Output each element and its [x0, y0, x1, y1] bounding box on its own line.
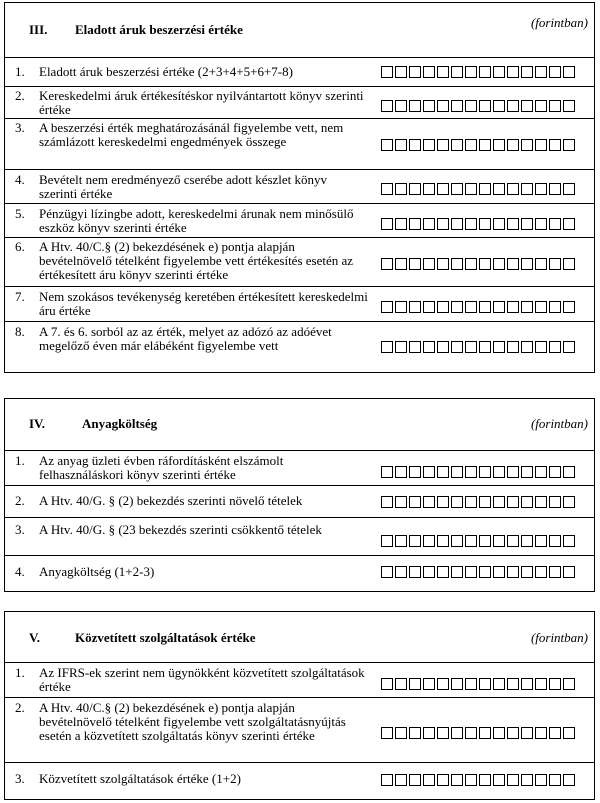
digit-box[interactable] [465, 535, 477, 547]
digit-box[interactable] [381, 100, 393, 112]
digit-box[interactable] [535, 218, 547, 230]
digit-box[interactable] [381, 774, 393, 786]
digit-boxes[interactable] [381, 727, 575, 739]
digit-box[interactable] [451, 496, 463, 508]
row-number: 2. [15, 493, 25, 508]
digit-box[interactable] [423, 218, 435, 230]
digit-box[interactable] [535, 466, 547, 478]
section-number: IV. [29, 416, 46, 431]
digit-box[interactable] [521, 535, 533, 547]
row-number: 3. [15, 522, 25, 537]
digit-box[interactable] [563, 183, 575, 195]
digit-box[interactable] [409, 218, 421, 230]
digit-box[interactable] [479, 727, 491, 739]
digit-box[interactable] [451, 218, 463, 230]
digit-box[interactable] [549, 727, 561, 739]
row-label: Nem szokásos tevékenység keretében értékesített kereskedelmi áru értéke [39, 289, 368, 318]
digit-box[interactable] [493, 301, 505, 313]
digit-box[interactable] [451, 341, 463, 353]
digit-box[interactable] [493, 496, 505, 508]
digit-box[interactable] [507, 678, 519, 690]
digit-box[interactable] [381, 466, 393, 478]
digit-box[interactable] [437, 678, 449, 690]
digit-box[interactable] [535, 66, 547, 78]
digit-box[interactable] [409, 341, 421, 353]
digit-box[interactable] [437, 566, 449, 578]
digit-box[interactable] [465, 678, 477, 690]
section-v [4, 611, 595, 800]
row-label: Anyagköltség (1+2-3) [39, 564, 155, 579]
digit-box[interactable] [395, 727, 407, 739]
table-row [5, 238, 594, 287]
row-number: 8. [15, 324, 25, 339]
digit-box[interactable] [451, 139, 463, 151]
digit-box[interactable] [395, 566, 407, 578]
digit-box[interactable] [465, 727, 477, 739]
digit-box[interactable] [437, 218, 449, 230]
digit-box[interactable] [423, 139, 435, 151]
digit-box[interactable] [493, 183, 505, 195]
table-row [5, 451, 594, 486]
digit-box[interactable] [395, 341, 407, 353]
digit-box[interactable] [423, 100, 435, 112]
row-label: A Htv. 40/C.§ (2) bekezdésének e) pontja alapján bevételnövelő tételként figyelembe vett szolgáltatásnyújtás esetén a közvetített szolgáltatás könyv szerinti értéke [39, 700, 346, 743]
digit-box[interactable] [437, 496, 449, 508]
digit-box[interactable] [395, 218, 407, 230]
digit-box[interactable] [507, 301, 519, 313]
digit-box[interactable] [479, 535, 491, 547]
digit-box[interactable] [465, 466, 477, 478]
digit-box[interactable] [507, 727, 519, 739]
digit-box[interactable] [535, 774, 547, 786]
digit-box[interactable] [549, 566, 561, 578]
digit-box[interactable] [395, 66, 407, 78]
digit-box[interactable] [563, 466, 575, 478]
row-number: 1. [15, 453, 25, 468]
section-title: Közvetített szolgáltatások értéke [75, 630, 256, 645]
digit-box[interactable] [507, 139, 519, 151]
table-row [5, 170, 594, 204]
digit-box[interactable] [521, 727, 533, 739]
digit-box[interactable] [409, 66, 421, 78]
table-row [5, 119, 594, 170]
digit-boxes[interactable] [381, 678, 575, 690]
digit-box[interactable] [479, 566, 491, 578]
digit-box[interactable] [465, 566, 477, 578]
digit-box[interactable] [493, 100, 505, 112]
digit-box[interactable] [409, 535, 421, 547]
digit-box[interactable] [437, 727, 449, 739]
digit-box[interactable] [493, 566, 505, 578]
digit-box[interactable] [381, 341, 393, 353]
row-label: Pénzügyi lízingbe adott, kereskedelmi árunak nem minősülő eszköz könyv szerinti értéke [39, 206, 354, 235]
digit-box[interactable] [563, 66, 575, 78]
digit-box[interactable] [409, 774, 421, 786]
digit-box[interactable] [465, 341, 477, 353]
digit-boxes[interactable] [381, 301, 575, 313]
digit-box[interactable] [563, 218, 575, 230]
section-header [5, 399, 594, 451]
digit-box[interactable] [521, 139, 533, 151]
digit-box[interactable] [535, 183, 547, 195]
digit-boxes[interactable] [381, 341, 575, 353]
digit-box[interactable] [521, 183, 533, 195]
digit-box[interactable] [381, 66, 393, 78]
digit-box[interactable] [507, 258, 519, 270]
digit-box[interactable] [563, 774, 575, 786]
digit-boxes[interactable] [381, 774, 575, 786]
digit-box[interactable] [423, 496, 435, 508]
digit-box[interactable] [493, 66, 505, 78]
digit-box[interactable] [423, 341, 435, 353]
digit-box[interactable] [451, 774, 463, 786]
digit-boxes[interactable] [381, 139, 575, 151]
row-number: 2. [15, 88, 25, 103]
digit-box[interactable] [465, 100, 477, 112]
digit-box[interactable] [437, 183, 449, 195]
digit-box[interactable] [381, 183, 393, 195]
section-title: Eladott áruk beszerzési értéke [75, 22, 243, 37]
digit-boxes[interactable] [381, 258, 575, 270]
digit-box[interactable] [507, 774, 519, 786]
digit-box[interactable] [479, 466, 491, 478]
digit-box[interactable] [493, 466, 505, 478]
digit-box[interactable] [409, 496, 421, 508]
table-row [5, 87, 594, 119]
digit-box[interactable] [535, 496, 547, 508]
row-number: 4. [15, 564, 25, 579]
digit-boxes[interactable] [381, 496, 575, 508]
digit-box[interactable] [409, 301, 421, 313]
digit-box[interactable] [493, 258, 505, 270]
digit-box[interactable] [423, 66, 435, 78]
section-header [5, 612, 594, 663]
row-label: A beszerzési érték meghatározásánál figyelembe vett, nem számlázott kereskedelmi engedmények összege [39, 120, 344, 149]
unit-label: (forintban) [530, 15, 588, 30]
digit-box[interactable] [479, 139, 491, 151]
digit-box[interactable] [521, 100, 533, 112]
table-row [5, 287, 594, 322]
digit-box[interactable] [409, 258, 421, 270]
digit-box[interactable] [549, 774, 561, 786]
digit-box[interactable] [437, 774, 449, 786]
digit-box[interactable] [395, 100, 407, 112]
row-number: 3. [15, 771, 25, 786]
digit-box[interactable] [465, 218, 477, 230]
digit-box[interactable] [395, 258, 407, 270]
digit-box[interactable] [381, 258, 393, 270]
digit-box[interactable] [423, 566, 435, 578]
digit-box[interactable] [437, 139, 449, 151]
digit-box[interactable] [563, 678, 575, 690]
digit-box[interactable] [493, 727, 505, 739]
digit-box[interactable] [409, 139, 421, 151]
digit-boxes[interactable] [381, 535, 575, 547]
digit-box[interactable] [507, 183, 519, 195]
digit-box[interactable] [409, 466, 421, 478]
digit-box[interactable] [507, 100, 519, 112]
row-label: Közvetített szolgáltatások értéke (1+2) [39, 771, 241, 786]
digit-box[interactable] [493, 774, 505, 786]
digit-box[interactable] [521, 301, 533, 313]
digit-box[interactable] [521, 774, 533, 786]
digit-box[interactable] [521, 566, 533, 578]
digit-boxes[interactable] [381, 66, 575, 78]
digit-box[interactable] [535, 566, 547, 578]
digit-box[interactable] [479, 258, 491, 270]
digit-box[interactable] [563, 496, 575, 508]
digit-box[interactable] [395, 496, 407, 508]
digit-boxes[interactable] [381, 566, 575, 578]
table-row [5, 763, 594, 799]
digit-box[interactable] [535, 100, 547, 112]
digit-box[interactable] [521, 678, 533, 690]
table-row [5, 556, 594, 591]
digit-box[interactable] [437, 258, 449, 270]
table-row [5, 322, 594, 372]
digit-box[interactable] [549, 100, 561, 112]
digit-box[interactable] [451, 183, 463, 195]
digit-box[interactable] [507, 218, 519, 230]
digit-box[interactable] [409, 727, 421, 739]
row-label: A Htv. 40/G. § (23 bekezdés szerinti csökkentő tételek [39, 522, 322, 537]
digit-box[interactable] [535, 678, 547, 690]
digit-box[interactable] [479, 66, 491, 78]
table-row [5, 486, 594, 518]
digit-box[interactable] [381, 301, 393, 313]
digit-box[interactable] [535, 301, 547, 313]
row-label: Az IFRS-ek szerint nem ügynökként közvetített szolgáltatások értéke [39, 665, 365, 694]
section-number: V. [29, 630, 40, 645]
digit-box[interactable] [521, 218, 533, 230]
digit-box[interactable] [395, 774, 407, 786]
digit-box[interactable] [507, 341, 519, 353]
digit-box[interactable] [507, 496, 519, 508]
section-title: Anyagköltség [82, 416, 158, 431]
section-iv [4, 398, 595, 592]
digit-box[interactable] [409, 100, 421, 112]
digit-box[interactable] [423, 774, 435, 786]
digit-box[interactable] [465, 496, 477, 508]
row-label: Bevételt nem eredményező cserébe adott készlet könyv szerinti értéke [39, 172, 328, 201]
row-label: Eladott áruk beszerzési értéke (2+3+4+5+6+7-8) [39, 64, 293, 79]
digit-box[interactable] [521, 258, 533, 270]
digit-box[interactable] [451, 258, 463, 270]
row-label: Az anyag üzleti évben ráfordításként elszámolt felhasználáskori könyv szerinti értéke [39, 453, 284, 482]
digit-box[interactable] [563, 100, 575, 112]
digit-box[interactable] [381, 535, 393, 547]
digit-box[interactable] [563, 727, 575, 739]
digit-box[interactable] [549, 535, 561, 547]
row-number: 6. [15, 239, 25, 254]
digit-boxes[interactable] [381, 100, 575, 112]
digit-box[interactable] [409, 678, 421, 690]
section-header [5, 3, 594, 58]
digit-box[interactable] [563, 301, 575, 313]
digit-boxes[interactable] [381, 466, 575, 478]
digit-box[interactable] [437, 301, 449, 313]
digit-box[interactable] [381, 566, 393, 578]
digit-box[interactable] [451, 301, 463, 313]
digit-box[interactable] [437, 466, 449, 478]
row-number: 5. [15, 206, 25, 221]
digit-box[interactable] [465, 774, 477, 786]
digit-box[interactable] [479, 100, 491, 112]
digit-box[interactable] [563, 258, 575, 270]
digit-box[interactable] [549, 301, 561, 313]
digit-box[interactable] [535, 535, 547, 547]
row-number: 1. [15, 665, 25, 680]
digit-box[interactable] [549, 139, 561, 151]
section-number: III. [29, 22, 48, 37]
digit-box[interactable] [423, 535, 435, 547]
digit-box[interactable] [493, 341, 505, 353]
digit-box[interactable] [535, 258, 547, 270]
digit-box[interactable] [451, 678, 463, 690]
digit-box[interactable] [395, 183, 407, 195]
digit-box[interactable] [549, 678, 561, 690]
digit-box[interactable] [381, 678, 393, 690]
digit-box[interactable] [507, 66, 519, 78]
digit-box[interactable] [549, 341, 561, 353]
table-row [5, 58, 594, 87]
digit-box[interactable] [507, 566, 519, 578]
row-label: A 7. és 6. sorból az az érték, melyet az adózó az adóévet megelőző éven már elábéként figyelembe vett [39, 324, 332, 353]
digit-box[interactable] [437, 66, 449, 78]
digit-box[interactable] [381, 139, 393, 151]
table-row [5, 204, 594, 238]
digit-box[interactable] [479, 218, 491, 230]
digit-box[interactable] [493, 678, 505, 690]
digit-box[interactable] [395, 139, 407, 151]
digit-box[interactable] [563, 139, 575, 151]
digit-box[interactable] [521, 466, 533, 478]
digit-box[interactable] [535, 341, 547, 353]
digit-box[interactable] [479, 774, 491, 786]
row-number: 7. [15, 289, 25, 304]
digit-box[interactable] [465, 66, 477, 78]
digit-box[interactable] [521, 66, 533, 78]
digit-box[interactable] [479, 301, 491, 313]
table-row [5, 518, 594, 556]
digit-box[interactable] [493, 535, 505, 547]
digit-box[interactable] [437, 535, 449, 547]
digit-box[interactable] [465, 183, 477, 195]
digit-box[interactable] [423, 258, 435, 270]
digit-box[interactable] [395, 466, 407, 478]
row-number: 3. [15, 120, 25, 135]
digit-box[interactable] [381, 727, 393, 739]
digit-box[interactable] [465, 139, 477, 151]
digit-box[interactable] [479, 183, 491, 195]
row-label: Kereskedelmi áruk értékesítéskor nyilvántartott könyv szerinti értéke [39, 88, 364, 117]
digit-box[interactable] [451, 727, 463, 739]
digit-box[interactable] [409, 183, 421, 195]
row-number: 2. [15, 700, 25, 715]
digit-box[interactable] [563, 341, 575, 353]
digit-box[interactable] [465, 301, 477, 313]
digit-box[interactable] [451, 466, 463, 478]
digit-box[interactable] [437, 341, 449, 353]
digit-box[interactable] [465, 258, 477, 270]
digit-box[interactable] [493, 218, 505, 230]
digit-box[interactable] [479, 496, 491, 508]
digit-box[interactable] [535, 139, 547, 151]
digit-box[interactable] [451, 566, 463, 578]
row-label: A Htv. 40/G. § (2) bekezdés szerinti növelő tételek [39, 493, 303, 508]
digit-box[interactable] [395, 535, 407, 547]
digit-box[interactable] [423, 301, 435, 313]
digit-box[interactable] [479, 341, 491, 353]
digit-boxes[interactable] [381, 218, 575, 230]
row-number: 4. [15, 172, 25, 187]
digit-box[interactable] [423, 727, 435, 739]
section-iii [4, 2, 595, 373]
digit-box[interactable] [395, 301, 407, 313]
digit-box[interactable] [479, 678, 491, 690]
table-row [5, 698, 594, 763]
digit-box[interactable] [409, 566, 421, 578]
digit-box[interactable] [549, 66, 561, 78]
digit-box[interactable] [549, 218, 561, 230]
digit-box[interactable] [451, 535, 463, 547]
digit-box[interactable] [549, 258, 561, 270]
digit-box[interactable] [423, 678, 435, 690]
row-number: 1. [15, 64, 25, 79]
digit-box[interactable] [493, 139, 505, 151]
unit-label: (forintban) [530, 416, 588, 431]
digit-box[interactable] [381, 218, 393, 230]
digit-box[interactable] [535, 727, 547, 739]
digit-box[interactable] [451, 100, 463, 112]
table-row [5, 663, 594, 698]
digit-box[interactable] [549, 466, 561, 478]
digit-box[interactable] [423, 183, 435, 195]
unit-label: (forintban) [530, 630, 588, 645]
row-label: A Htv. 40/C.§ (2) bekezdésének e) pontja alapján bevételnövelő tételként figyelembe vett értékesítés esetén az értékesített áru könyv szerinti értéke [39, 239, 354, 282]
digit-box[interactable] [507, 535, 519, 547]
digit-box[interactable] [563, 566, 575, 578]
digit-box[interactable] [381, 496, 393, 508]
digit-box[interactable] [507, 466, 519, 478]
digit-box[interactable] [437, 100, 449, 112]
digit-box[interactable] [451, 66, 463, 78]
digit-box[interactable] [549, 183, 561, 195]
digit-box[interactable] [423, 466, 435, 478]
digit-box[interactable] [521, 341, 533, 353]
digit-box[interactable] [521, 496, 533, 508]
digit-box[interactable] [563, 535, 575, 547]
digit-box[interactable] [395, 678, 407, 690]
digit-box[interactable] [549, 496, 561, 508]
digit-boxes[interactable] [381, 183, 575, 195]
